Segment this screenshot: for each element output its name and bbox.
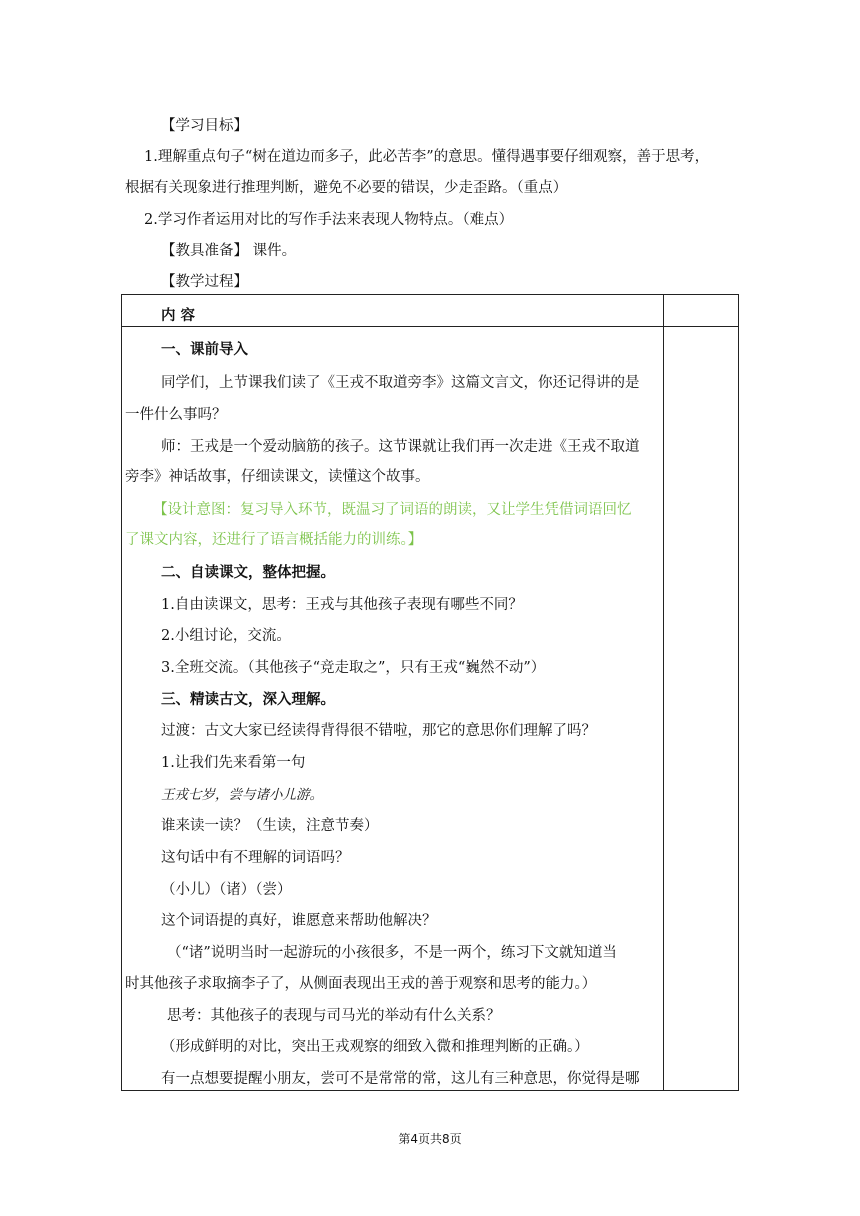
classical-quote: 王戎七岁，尝与诸小儿游。 (161, 787, 323, 803)
key-words: （小儿）（诸）（尝） (161, 882, 292, 898)
section-1-title: 一、课前导入 (161, 341, 248, 358)
section-2-item-2: 2.小组讨论，交流。 (161, 628, 291, 644)
content-header-cell (122, 295, 664, 327)
think-question: 思考：其他孩子的表现与司马光的举动有什么关系？ (167, 1008, 501, 1024)
goal-1-line-2: 根据有关现象进行推理判断，避免不必要的错误，少走歪路。（重点） (125, 180, 568, 196)
think-answer: （形成鲜明的对比，突出王戎观察的细致入微和推理判断的正确。） (161, 1039, 589, 1055)
goal-1-line-1: 1.理解重点句子“树在道边而多子，此必苦李”的意思。懂得遇事要仔细观察，善于思考， (144, 149, 710, 165)
goal-2: 2.学习作者运用对比的写作手法来表现人物特点。（难点） (144, 212, 514, 228)
question-prompt: 这句话中有不理解的词语吗？ (161, 850, 350, 866)
design-note-line-2: 了课文内容，还进行了语言概括能力的训练。】 (125, 532, 423, 548)
section-2-item-3: 3.全班交流。（其他孩子“竞走取之”，只有王戎“巍然不动”） (161, 660, 546, 676)
page-number: 第4页共8页 (398, 1132, 462, 1146)
paragraph-1-line-1: 同学们，上节课我们读了《王戎不取道旁李》这篇文言文，你还记得讲的是 (161, 375, 640, 391)
paragraph-2-line-2: 旁李》神话故事，仔细读课文，读懂这个故事。 (125, 469, 430, 485)
teaching-tools: 【教具准备】 课件。 (161, 243, 297, 259)
paragraph-1-line-2: 一件什么事吗？ (125, 407, 227, 423)
section-3-item-1: 1.让我们先来看第一句 (161, 755, 306, 771)
read-prompt: 谁来读一读？（生读，注意节奏） (161, 818, 379, 834)
explanation-line-2: 时其他孩子求取摘李子了，从侧面表现出王戎的善于观察和思考的能力。） (125, 976, 597, 992)
section-2-title: 二、自读课文，整体把握。 (161, 564, 335, 581)
design-note-line-1: 【设计意图：复习导入环节，既温习了词语的朗读，又让学生凭借词语回忆 (153, 502, 632, 518)
explanation-line-1: （“诸”说明当时一起游玩的小孩很多，不是一两个，练习下文就知道当 (167, 945, 617, 961)
process-title: 【教学过程】 (161, 274, 248, 290)
section-3-transition: 过渡：古文大家已经读得背得很不错啦，那它的意思你们理解了吗？ (161, 723, 596, 739)
paragraph-2-line-1: 师：王戎是一个爱动脑筋的孩子。这节课就让我们再一次走进《王戎不取道 (161, 439, 640, 455)
notes-header-cell (664, 295, 739, 327)
notes-body-cell (664, 327, 739, 1091)
content-column-header: 内 容 (161, 307, 196, 324)
goals-title: 【学习目标】 (161, 118, 248, 134)
help-prompt: 这个词语提的真好，谁愿意来帮助他解决？ (161, 913, 437, 929)
section-3-title: 三、精读古文，深入理解。 (161, 691, 335, 708)
reminder-line: 有一点想要提醒小朋友，尝可不是常常的常，这儿有三种意思，你觉得是哪 (161, 1071, 640, 1087)
section-2-item-1: 1.自由读课文，思考：王戎与其他孩子表现有哪些不同？ (161, 597, 523, 613)
